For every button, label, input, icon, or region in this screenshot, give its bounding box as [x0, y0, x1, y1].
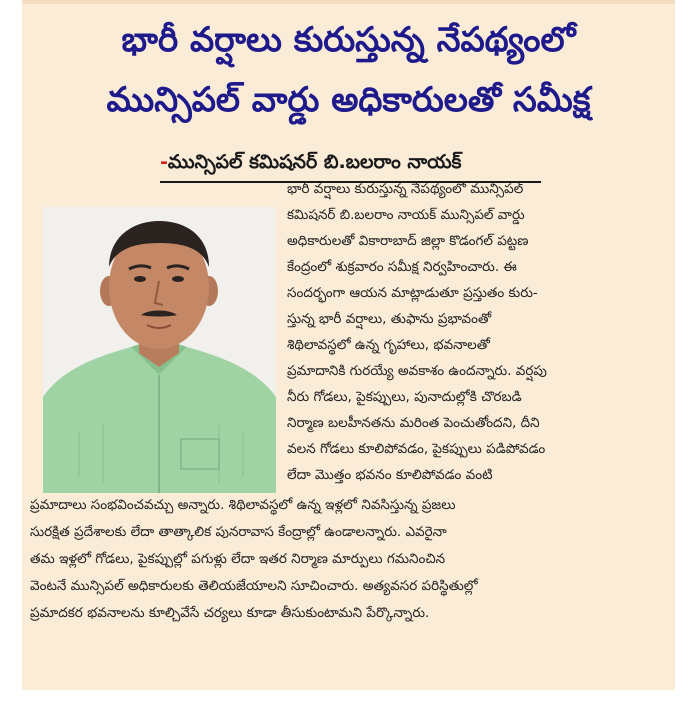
portrait-illustration	[43, 207, 276, 493]
article-line-14: సురక్షిత ప్రదేశాలకు లేదా తాత్కాలిక పునరావాస కేంద్రాల్లో ఉండాలన్నారు. ఎవరైనా	[30, 524, 447, 540]
news-clipping	[22, 0, 675, 690]
article-line-4: కేంద్రంలో శుక్రవారం సమీక్ష నిర్వహించారు. ఈ	[287, 259, 517, 275]
headline-line-2: మున్సిపల్ వార్డు అధికారులతో సమీక్ష	[106, 80, 591, 120]
article-line-3: అధికారులతో వికారాబాద్ జిల్లా కొడంగల్ పట్టణ	[287, 233, 529, 249]
article-line-10: నిర్మాణ బలహీనతను మరింత పెంచుతోందని, దీని	[287, 415, 540, 431]
article-line-15: తమ ఇళ్లలో గోడలు, పైకప్పుల్లో పగుళ్లు లేదా ఇతర నిర్మాణ మార్పులు గమనించిన	[30, 551, 446, 567]
article-line-2: కమిషనర్ బి.బలరాం నాయక్ మున్సిపల్ వార్డు	[287, 207, 525, 223]
commissioner-photo	[43, 207, 276, 493]
article-line-17: ప్రమాదకర భవనాలను కూల్చివేసే చర్యలు కూడా తీసుకుంటామని పేర్కొన్నారు.	[30, 605, 430, 621]
article-line-1: భారీ వర్షాలు కురుస్తున్న నేపథ్యంలో మున్సిపల్	[287, 181, 524, 197]
article-line-9: నీరు గోడలు, పైకప్పులు, పునాదుల్లోకి చొరబడి	[287, 389, 522, 405]
article-line-16: వెంటనే మున్సిపల్ అధికారులకు తెలియజేయాలని సూచించారు. అత్యవసర పరిస్థితుల్లో	[30, 578, 478, 594]
article-line-5: సందర్భంగా ఆయన మాట్లాడుతూ ప్రస్తుతం కురు-	[287, 285, 538, 301]
byline-text: మున్సిపల్ కమిషనర్ బి.బలరాం నాయక్	[167, 151, 462, 173]
article-line-7: శిథిలావస్థలో ఉన్న గృహాలు, భవనాలతో	[287, 337, 490, 353]
byline	[160, 148, 461, 176]
article-line-8: ప్రమాదానికి గురయ్యే అవకాశం ఉందన్నారు. వర్షపు	[287, 363, 547, 379]
clipping-top-edge	[22, 0, 675, 4]
headline-line-1: భారీ వర్షాలు కురుస్తున్న నేపథ్యంలో	[121, 20, 576, 60]
article-line-12: లేదా మొత్తం భవనం కూలిపోవడం వంటి	[287, 467, 493, 483]
article-line-6: స్తున్న భారీ వర్షాలు, తుఫాను ప్రభావంతో	[287, 311, 492, 327]
article-line-13: ప్రమాదాలు సంభవించవచ్చు అన్నారు. శిథిలావస్థలో ఉన్న ఇళ్లలో నివసిస్తున్న ప్రజలు	[30, 497, 456, 513]
article-line-11: వలన గోడలు కూలిపోవడం, పైకప్పులు పడిపోవడం	[287, 441, 546, 457]
byline-dash: -	[160, 151, 168, 173]
